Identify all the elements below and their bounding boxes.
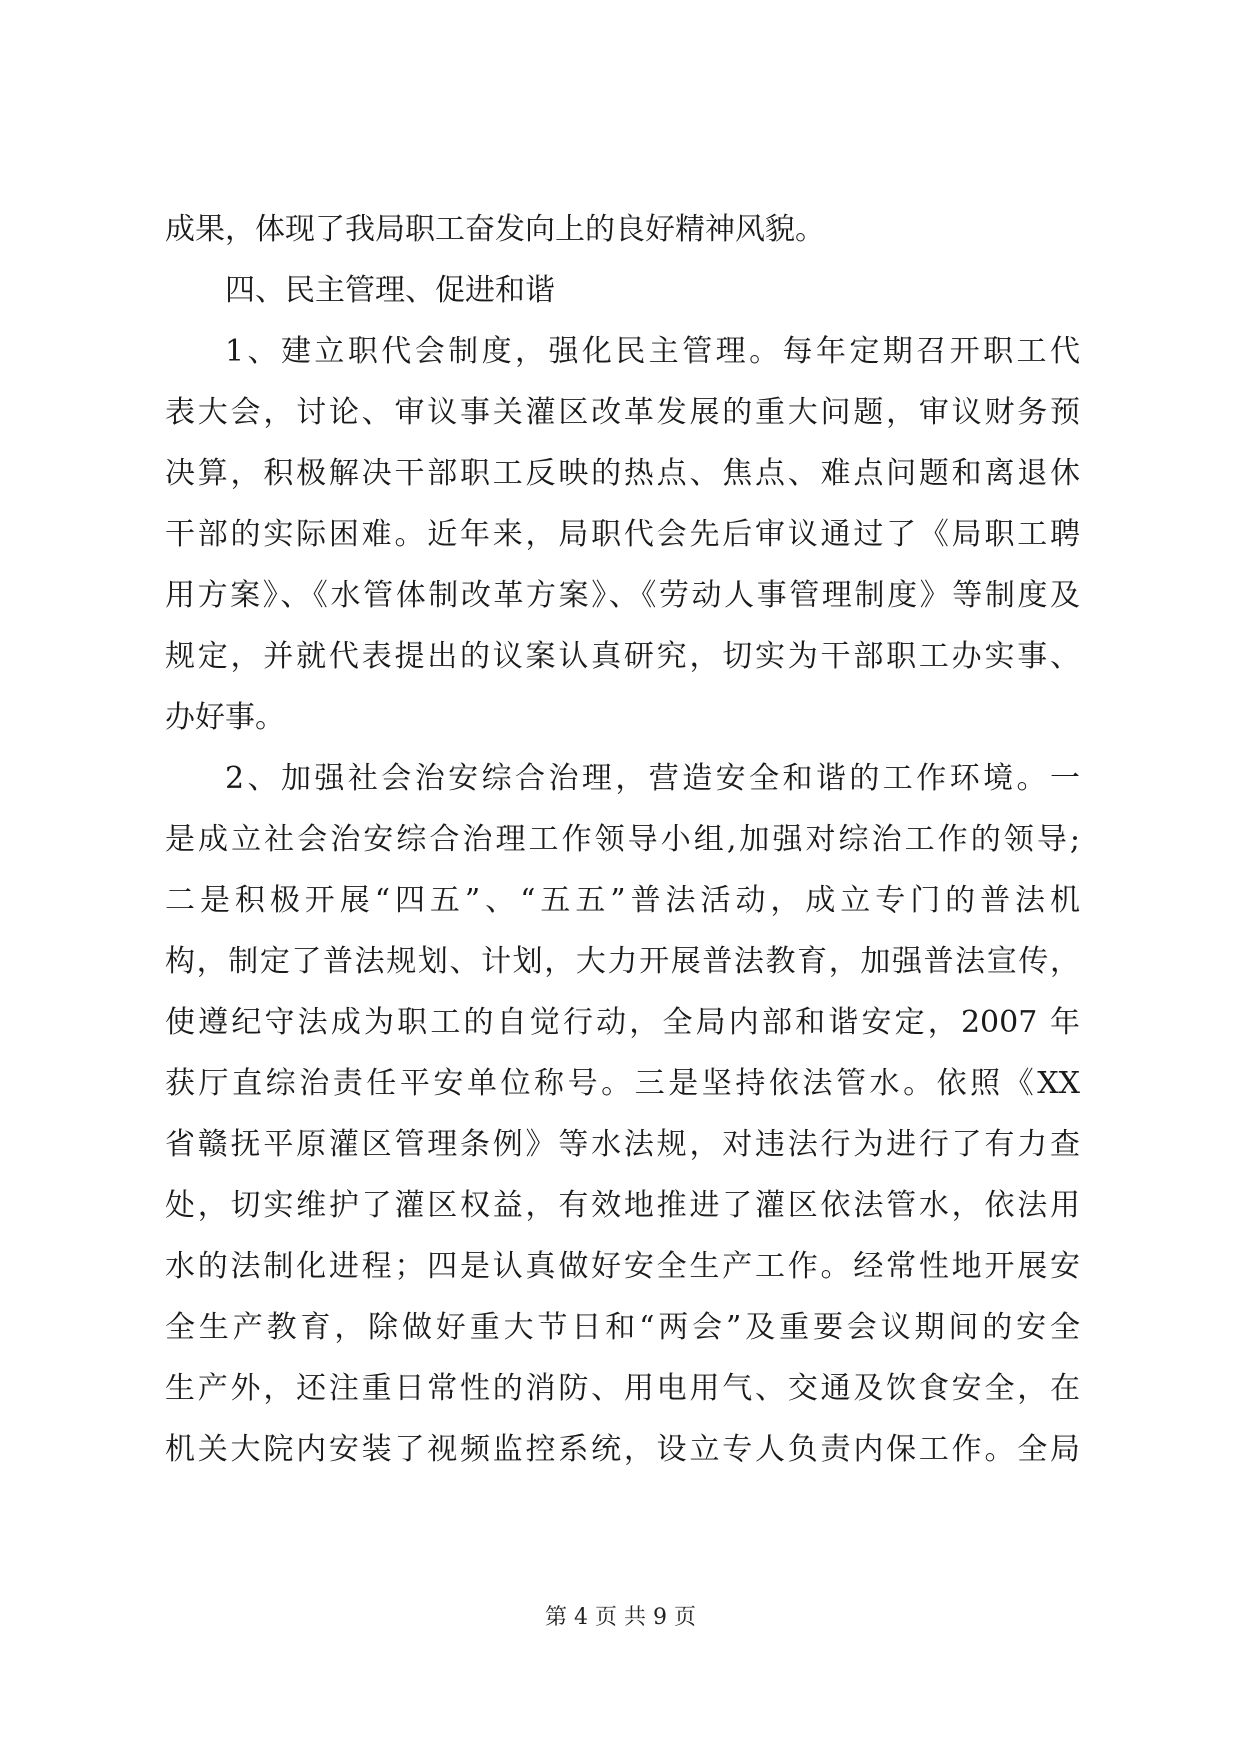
text-line: 干部的实际困难。近年来，局职代会先后审议通过了《局职工聘 <box>165 517 1080 552</box>
page-footer <box>0 1603 1241 1633</box>
text-line: 是成立社会治安综合治理工作领导小组,加强对综治工作的领导; <box>165 822 1080 857</box>
text-line: 水的法制化进程；四是认真做好安全生产工作。经常性地开展安 <box>165 1249 1080 1284</box>
text-line: 使遵纪守法成为职工的自觉行动，全局内部和谐安定，2007 年 <box>165 1005 1080 1040</box>
text-line: 成果，体现了我局职工奋发向上的良好精神风貌。 <box>165 212 825 247</box>
text-line: 获厅直综治责任平安单位称号。三是坚持依法管水。依照《XX <box>165 1066 1080 1101</box>
text-line: 构，制定了普法规划、计划，大力开展普法教育，加强普法宣传， <box>165 944 1080 979</box>
text-line: 全生产教育，除做好重大节日和“两会”及重要会议期间的安全 <box>165 1310 1080 1345</box>
page-number-label: 第 4 页 共 9 页 <box>545 1605 696 1630</box>
text-line: 省赣抚平原灌区管理条例》等水法规，对违法行为进行了有力查 <box>165 1127 1080 1162</box>
text-line: 生产外，还注重日常性的消防、用电用气、交通及饮食安全，在 <box>165 1371 1080 1406</box>
text-line: 办好事。 <box>165 700 285 735</box>
text-line: 表大会，讨论、审议事关灌区改革发展的重大问题，审议财务预 <box>165 395 1080 430</box>
section-heading: 四、民主管理、促进和谐 <box>225 273 555 308</box>
text-line: 用方案》、《水管体制改革方案》、《劳动人事管理制度》等制度及 <box>165 578 1080 613</box>
text-line: 决算，积极解决干部职工反映的热点、焦点、难点问题和离退休 <box>165 456 1080 491</box>
text-line: 处，切实维护了灌区权益，有效地推进了灌区依法管水，依法用 <box>165 1188 1080 1223</box>
text-line: 2、加强社会治安综合治理，营造安全和谐的工作环境。一 <box>225 761 1080 796</box>
text-line: 机关大院内安装了视频监控系统，设立专人负责内保工作。全局 <box>165 1432 1080 1467</box>
text-line: 1、建立职代会制度，强化民主管理。每年定期召开职工代 <box>225 334 1080 369</box>
text-line: 二是积极开展“四五”、“五五”普法活动，成立专门的普法机 <box>165 883 1080 918</box>
text-line: 规定，并就代表提出的议案认真研究，切实为干部职工办实事、 <box>165 639 1080 674</box>
body-text <box>165 199 1080 1480</box>
